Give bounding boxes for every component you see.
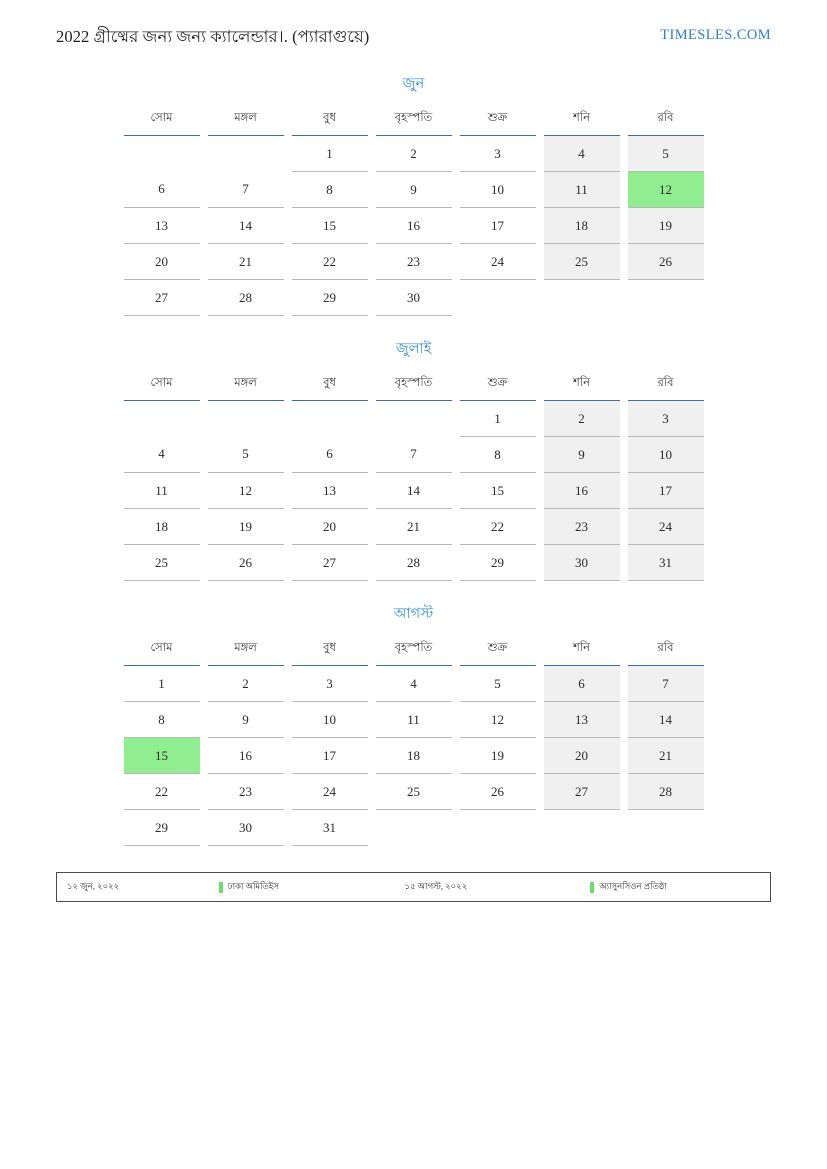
column-gap [452,702,460,738]
column-gap [452,738,460,774]
column-gap [452,172,460,208]
day-cell[interactable]: 24 [292,774,368,810]
column-gap [284,105,292,136]
column-gap [200,473,208,509]
column-gap [536,136,544,172]
column-gap [200,105,208,136]
day-cell[interactable]: 15 [460,473,536,509]
day-cell[interactable]: 28 [376,545,452,581]
day-cell[interactable]: 14 [628,702,704,738]
column-gap [200,244,208,280]
day-cell[interactable]: 22 [124,774,200,810]
day-cell-empty [208,401,284,437]
weekday-header: মঙ্গল [208,635,284,666]
day-cell[interactable]: 17 [460,208,536,244]
column-gap [536,810,544,846]
legend-label: ঢাকা অমিতিইস [227,881,279,891]
week-row [124,666,704,702]
week-row [124,208,704,244]
weekday-header: বুধ [292,370,368,401]
day-cell-empty [124,401,200,437]
day-cell[interactable]: 14 [376,473,452,509]
day-cell[interactable]: 4 [376,666,452,702]
column-gap [452,401,460,437]
week-row [124,702,704,738]
column-gap [620,105,628,136]
day-cell[interactable]: 27 [124,280,200,316]
column-gap [452,509,460,545]
day-cell[interactable]: 2 [376,136,452,172]
column-gap [536,473,544,509]
column-gap [452,136,460,172]
column-gap [284,136,292,172]
column-gap [284,635,292,666]
months-container [56,73,771,846]
column-gap [368,666,376,702]
column-gap [536,774,544,810]
column-gap [284,509,292,545]
column-gap [368,136,376,172]
day-cell[interactable]: 29 [460,545,536,581]
day-cell[interactable]: 16 [544,473,620,509]
day-cell[interactable]: 28 [628,774,704,810]
day-cell[interactable]: 20 [544,738,620,774]
month-title: জুলাই [395,341,432,357]
column-gap [536,437,544,473]
day-cell[interactable]: 18 [544,208,620,244]
day-cell[interactable]: 23 [544,509,620,545]
column-gap [620,635,628,666]
day-cell[interactable]: 12 [628,172,704,208]
day-cell[interactable]: 24 [628,509,704,545]
day-cell[interactable]: 25 [376,774,452,810]
day-cell[interactable]: 17 [292,738,368,774]
day-cell[interactable]: 30 [544,545,620,581]
page-header [56,20,771,51]
column-gap [536,545,544,581]
column-gap [284,738,292,774]
column-gap [368,473,376,509]
day-cell[interactable]: 2 [208,666,284,702]
column-gap [620,370,628,401]
day-cell[interactable]: 22 [460,509,536,545]
day-cell[interactable]: 9 [208,702,284,738]
day-cell[interactable]: 8 [292,172,368,208]
month-table [124,370,704,581]
day-cell[interactable]: 15 [124,738,200,774]
column-gap [368,810,376,846]
column-gap [536,280,544,316]
day-cell[interactable]: 3 [628,401,704,437]
day-cell[interactable]: 20 [292,509,368,545]
day-cell[interactable]: 6 [292,437,368,473]
day-cell[interactable]: 1 [124,666,200,702]
day-cell[interactable]: 8 [124,702,200,738]
day-cell-empty [208,136,284,172]
month-table [124,105,704,316]
day-cell[interactable]: 9 [544,437,620,473]
column-gap [620,401,628,437]
column-gap [620,545,628,581]
day-cell[interactable]: 15 [292,208,368,244]
month-title: জুন [402,76,425,92]
column-gap [368,105,376,136]
day-cell[interactable]: 8 [460,437,536,473]
day-cell[interactable]: 16 [208,738,284,774]
weekday-header-row [124,105,704,136]
weekday-header: সোম [124,635,200,666]
legend [56,872,771,902]
column-gap [368,280,376,316]
site-brand: TIMESLES.COM [660,27,771,43]
day-cell[interactable]: 13 [544,702,620,738]
legend-date: ১২ জুন, ২০২২ [67,881,120,891]
legend-item [590,880,770,894]
legend-item [57,880,219,894]
day-cell[interactable]: 23 [376,244,452,280]
week-row [124,545,704,581]
column-gap [452,370,460,401]
month-block [56,603,771,846]
day-cell[interactable]: 11 [124,473,200,509]
column-gap [536,702,544,738]
column-gap [368,774,376,810]
day-cell[interactable]: 21 [376,509,452,545]
weekday-header: শনি [544,370,620,401]
legend-swatch-icon [219,882,223,893]
day-cell[interactable]: 25 [544,244,620,280]
column-gap [620,666,628,702]
weekday-header: সোম [124,370,200,401]
day-cell[interactable]: 7 [628,666,704,702]
day-cell[interactable]: 10 [292,702,368,738]
day-cell[interactable]: 27 [292,545,368,581]
column-gap [536,105,544,136]
day-cell-empty [628,280,704,316]
weekday-header: মঙ্গল [208,370,284,401]
day-cell[interactable]: 27 [544,774,620,810]
column-gap [284,437,292,473]
column-gap [452,545,460,581]
day-cell[interactable]: 31 [292,810,368,846]
column-gap [200,702,208,738]
day-cell[interactable]: 1 [460,401,536,437]
day-cell[interactable]: 17 [628,473,704,509]
column-gap [368,509,376,545]
column-gap [200,774,208,810]
day-cell[interactable]: 3 [460,136,536,172]
month-block [56,73,771,316]
weekday-header: বৃহস্পতি [376,105,452,136]
legend-swatch-icon [590,882,594,893]
day-cell[interactable]: 9 [376,172,452,208]
column-gap [452,105,460,136]
column-gap [284,545,292,581]
weekday-header: শনি [544,635,620,666]
day-cell[interactable]: 6 [124,172,200,208]
day-cell[interactable]: 22 [292,244,368,280]
column-gap [200,208,208,244]
day-cell[interactable]: 5 [628,136,704,172]
column-gap [200,635,208,666]
day-cell-empty [628,810,704,846]
day-cell[interactable]: 16 [376,208,452,244]
week-row [124,810,704,846]
column-gap [620,774,628,810]
column-gap [452,280,460,316]
weekday-header: রবি [628,370,704,401]
column-gap [536,509,544,545]
day-cell[interactable]: 20 [124,244,200,280]
column-gap [368,635,376,666]
weekday-header: শুক্র [460,105,536,136]
column-gap [284,172,292,208]
day-cell[interactable]: 30 [376,280,452,316]
column-gap [284,810,292,846]
week-row [124,280,704,316]
day-cell[interactable]: 10 [460,172,536,208]
column-gap [200,136,208,172]
page-title: 2022 গ্রীষ্মের জন্য জন্য ক্যালেন্ডার।. (প্যারাগুয়ে) [56,27,370,46]
column-gap [284,244,292,280]
column-gap [284,280,292,316]
legend-date: ১৫ আগস্ট, ২০২২ [404,881,468,891]
day-cell[interactable]: 26 [460,774,536,810]
column-gap [284,401,292,437]
day-cell[interactable]: 31 [628,545,704,581]
day-cell-empty [376,810,452,846]
week-row [124,401,704,437]
legend-item [405,880,591,894]
column-gap [620,136,628,172]
day-cell[interactable]: 11 [544,172,620,208]
weekday-header: রবি [628,105,704,136]
column-gap [200,437,208,473]
column-gap [620,702,628,738]
weekday-header: শনি [544,105,620,136]
day-cell-empty [376,401,452,437]
day-cell[interactable]: 18 [124,509,200,545]
column-gap [620,473,628,509]
day-cell-empty [460,810,536,846]
column-gap [452,208,460,244]
day-cell[interactable]: 28 [208,280,284,316]
day-cell[interactable]: 23 [208,774,284,810]
day-cell[interactable]: 5 [460,666,536,702]
column-gap [536,738,544,774]
weekday-header: শুক্র [460,635,536,666]
weekday-header: মঙ্গল [208,105,284,136]
day-cell[interactable]: 12 [208,473,284,509]
day-cell[interactable]: 5 [208,437,284,473]
column-gap [452,244,460,280]
column-gap [284,702,292,738]
day-cell[interactable]: 19 [460,738,536,774]
weekday-header-row [124,370,704,401]
column-gap [284,774,292,810]
day-cell[interactable]: 4 [124,437,200,473]
day-cell[interactable]: 2 [544,401,620,437]
column-gap [368,401,376,437]
column-gap [284,208,292,244]
week-row [124,509,704,545]
column-gap [284,666,292,702]
column-gap [368,545,376,581]
column-gap [536,401,544,437]
week-row [124,774,704,810]
day-cell-empty [460,280,536,316]
week-row [124,244,704,280]
weekday-header: শুক্র [460,370,536,401]
week-row [124,136,704,172]
day-cell[interactable]: 3 [292,666,368,702]
month-table [124,635,704,846]
column-gap [200,401,208,437]
column-gap [200,370,208,401]
day-cell[interactable]: 14 [208,208,284,244]
day-cell[interactable]: 30 [208,810,284,846]
weekday-header-row [124,635,704,666]
column-gap [452,473,460,509]
column-gap [200,509,208,545]
column-gap [200,545,208,581]
legend-item [219,880,405,894]
weekday-header: সোম [124,105,200,136]
day-cell[interactable]: 13 [292,473,368,509]
day-cell[interactable]: 11 [376,702,452,738]
column-gap [200,280,208,316]
weekday-header: বৃহস্পতি [376,370,452,401]
day-cell-empty [544,280,620,316]
weekday-header: রবি [628,635,704,666]
column-gap [620,280,628,316]
day-cell[interactable]: 7 [208,172,284,208]
weekday-header: বুধ [292,105,368,136]
day-cell[interactable]: 12 [460,702,536,738]
weekday-header: বুধ [292,635,368,666]
column-gap [284,370,292,401]
day-cell[interactable]: 29 [292,280,368,316]
month-block [56,338,771,581]
day-cell[interactable]: 18 [376,738,452,774]
column-gap [536,370,544,401]
column-gap [536,666,544,702]
day-cell[interactable]: 6 [544,666,620,702]
month-title: আগস্ট [393,606,434,622]
column-gap [368,172,376,208]
day-cell[interactable]: 13 [124,208,200,244]
week-row [124,437,704,473]
day-cell[interactable]: 26 [208,545,284,581]
column-gap [452,666,460,702]
column-gap [368,738,376,774]
column-gap [620,738,628,774]
day-cell-empty [292,401,368,437]
weekday-header: বৃহস্পতি [376,635,452,666]
column-gap [452,810,460,846]
day-cell[interactable]: 19 [208,509,284,545]
column-gap [368,370,376,401]
column-gap [452,635,460,666]
column-gap [200,738,208,774]
column-gap [620,509,628,545]
day-cell-empty [544,810,620,846]
day-cell[interactable]: 19 [628,208,704,244]
day-cell[interactable]: 1 [292,136,368,172]
column-gap [620,244,628,280]
column-gap [200,810,208,846]
day-cell[interactable]: 7 [376,437,452,473]
column-gap [620,437,628,473]
column-gap [536,244,544,280]
day-cell[interactable]: 26 [628,244,704,280]
column-gap [536,208,544,244]
column-gap [620,172,628,208]
column-gap [200,666,208,702]
column-gap [368,437,376,473]
day-cell[interactable]: 10 [628,437,704,473]
week-row [124,473,704,509]
column-gap [452,774,460,810]
day-cell[interactable]: 21 [208,244,284,280]
column-gap [620,208,628,244]
day-cell[interactable]: 21 [628,738,704,774]
column-gap [368,208,376,244]
column-gap [368,702,376,738]
day-cell-empty [124,136,200,172]
day-cell[interactable]: 25 [124,545,200,581]
week-row [124,738,704,774]
day-cell[interactable]: 29 [124,810,200,846]
column-gap [284,473,292,509]
day-cell[interactable]: 24 [460,244,536,280]
column-gap [368,244,376,280]
column-gap [200,172,208,208]
week-row [124,172,704,208]
column-gap [620,810,628,846]
day-cell[interactable]: 4 [544,136,620,172]
column-gap [536,635,544,666]
legend-label: অ্যাসুনসিওন প্রতিষ্ঠা [599,881,667,891]
column-gap [536,172,544,208]
column-gap [452,437,460,473]
